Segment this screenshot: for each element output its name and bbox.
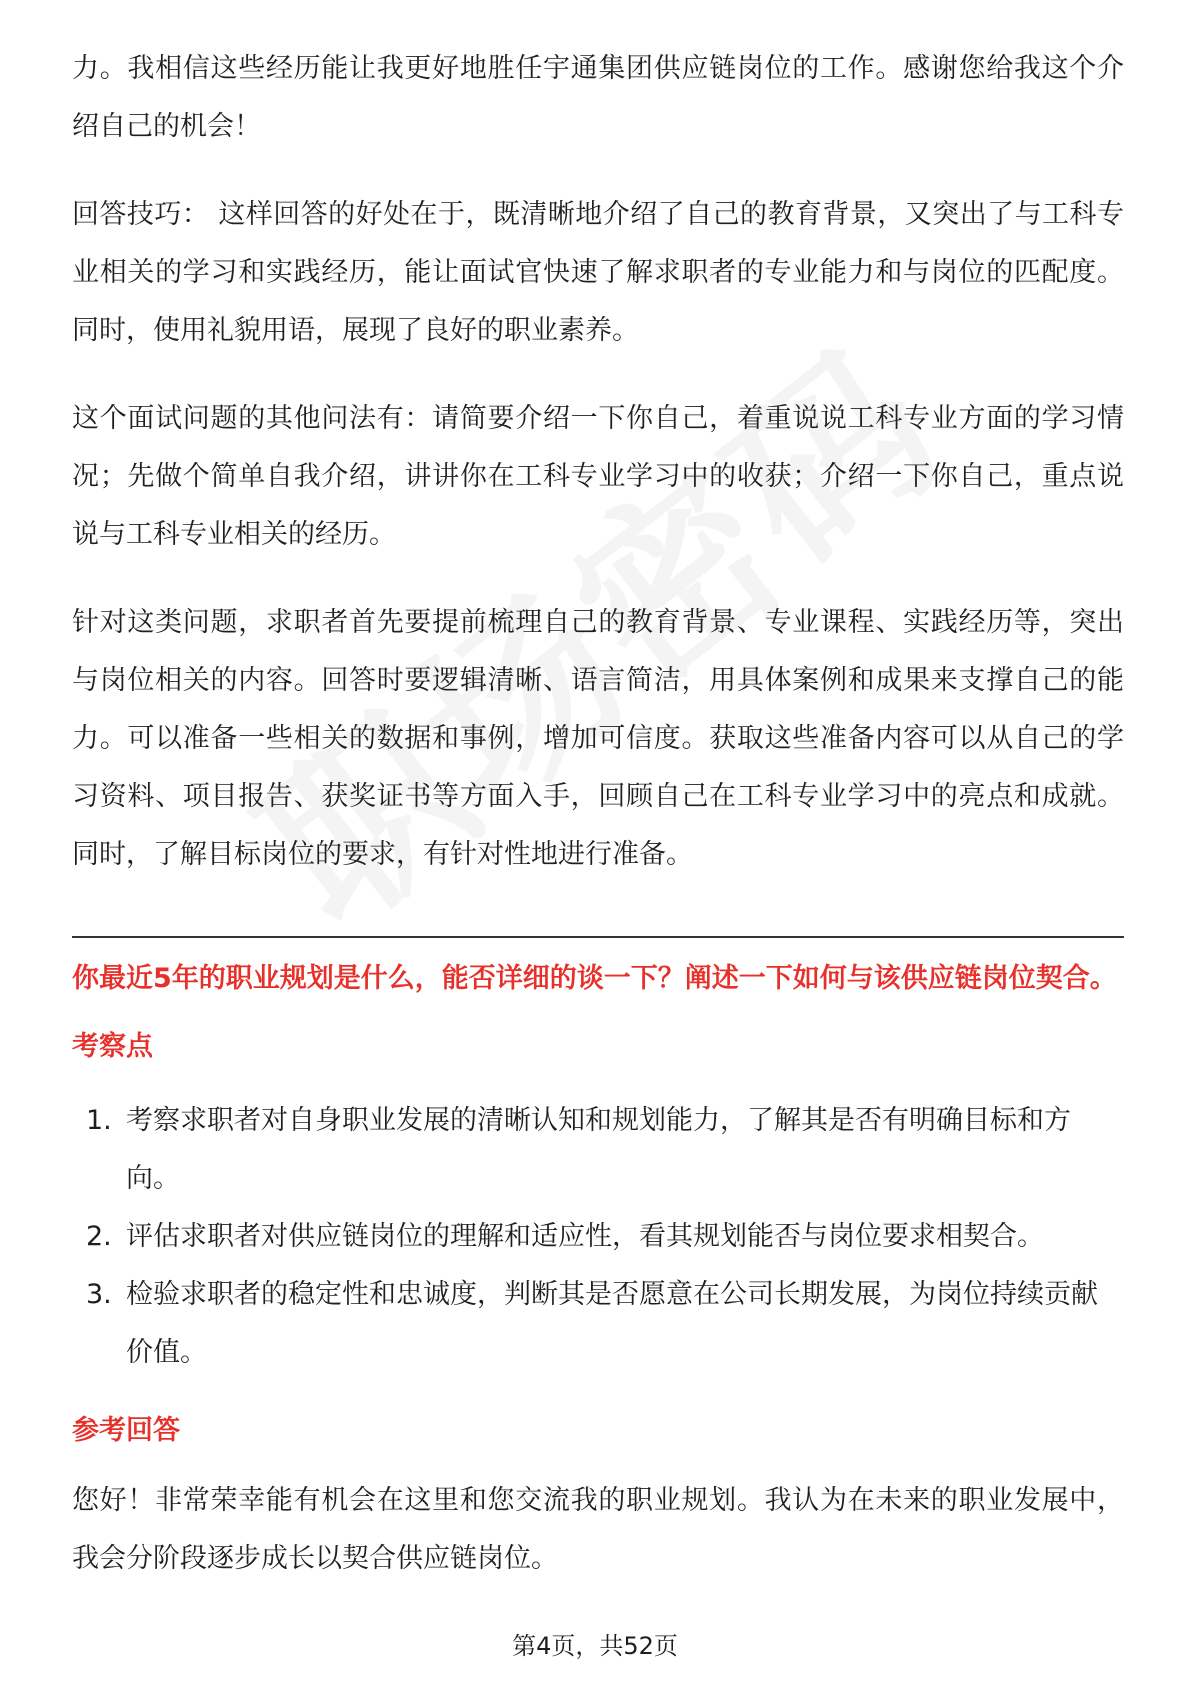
list-item-text: 检验求职者的稳定性和忠诚度，判断其是否愿意在公司长期发展，为岗位持续贡献价值。 — [126, 1279, 1098, 1368]
paragraph-alternative-questions: 这个面试问题的其他问法有：请简要介绍一下你自己，着重说说工科专业方面的学习情况；先做个简单自我介绍，讲讲你在工科专业学习中的收获；介绍一下你自己，重点说说与工科专业相关的经历。 — [72, 403, 1124, 550]
section-divider — [72, 936, 1124, 938]
list-item-text: 评估求职者对供应链岗位的理解和适应性，看其规划能否与岗位要求相契合。 — [126, 1221, 1044, 1252]
list-item-number: 1. — [86, 1105, 112, 1136]
list-item-number: 2. — [86, 1221, 112, 1252]
list-item-text: 考察求职者对自身职业发展的清晰认知和规划能力，了解其是否有明确目标和方向。 — [126, 1105, 1071, 1194]
list-item — [72, 1266, 1124, 1382]
list-item — [72, 1208, 1124, 1266]
list-item-number: 3. — [86, 1279, 112, 1310]
paragraph-reference-answer: 您好！非常荣幸能有机会在这里和您交流我的职业规划。我认为在未来的职业发展中，我会分阶段逐步成长以契合供应链岗位。 — [72, 1485, 1124, 1574]
section-title-answer: 参考回答 — [72, 1415, 180, 1446]
paragraph-intro-end: 力。我相信这些经历能让我更好地胜任宇通集团供应链岗位的工作。感谢您给我这个介绍自己的机会！ — [72, 53, 1124, 142]
page-footer: 第4页，共52页 — [512, 1632, 678, 1660]
question-heading: 你最近5年的职业规划是什么，能否详细的谈一下？阐述一下如何与该供应链岗位契合。 — [72, 963, 1117, 994]
paragraph-answer-tips: 回答技巧： 这样回答的好处在于，既清晰地介绍了自己的教育背景，又突出了与工科专业相关的学习和实践经历，能让面试官快速了解求职者的专业能力和与岗位的匹配度。同时，使用礼貌用语，展现了良好的职业素养。 — [72, 199, 1124, 346]
list-item — [72, 1092, 1124, 1208]
points-list — [72, 1092, 1124, 1382]
page-content — [72, 40, 1124, 1588]
section-title-points: 考察点 — [72, 1031, 153, 1062]
paragraph-preparation-advice: 针对这类问题，求职者首先要提前梳理自己的教育背景、专业课程、实践经历等，突出与岗位相关的内容。回答时要逻辑清晰、语言简洁，用具体案例和成果来支撑自己的能力。可以准备一些相关的数据和事例，增加可信度。获取这些准备内容可以从自己的学习资料、项目报告、获奖证书等方面入手，回顾自己在工科专业学习中的亮点和成就。同时，了解目标岗位的要求，有针对性地进行准备。 — [72, 607, 1124, 870]
